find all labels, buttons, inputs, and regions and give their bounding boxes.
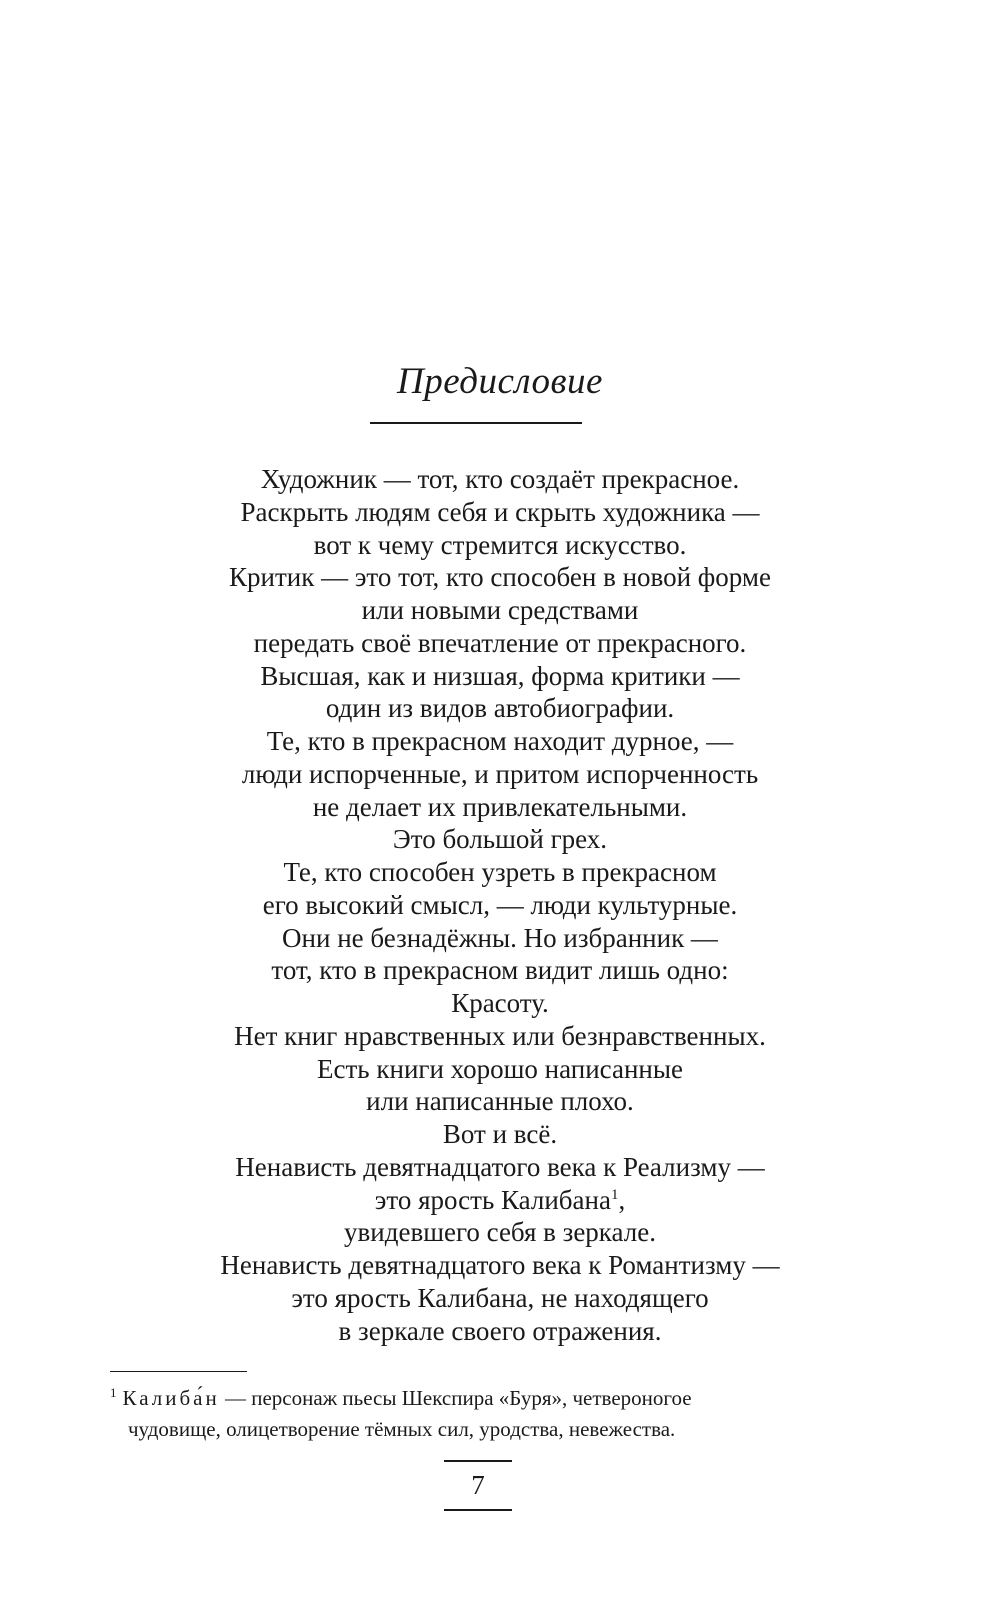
poem-line: Ненависть девятнадцатого века к Реализму — (235, 1151, 765, 1182)
poem-line: Высшая, как и низшая, форма критики — (260, 660, 740, 691)
poem-line: тот, кто в прекрасном видит лишь одно: (271, 955, 729, 986)
poem-line: это ярость Калибана, не находящего (291, 1282, 709, 1313)
poem-line-text: это ярость Калибана (374, 1184, 611, 1215)
poem-line: один из видов автобиографии. (325, 693, 675, 724)
poem-line: Это большой грех. (392, 824, 608, 855)
poem-line: Красоту. (451, 988, 549, 1018)
footnote-definition: — персонаж пьесы Шекспира «Буря», четвероногое (219, 1386, 692, 1410)
poem-line: Ненависть девятнадцатого века к Романтизму — (220, 1250, 780, 1280)
poem-line: Те, кто способен узреть в прекрасном (283, 857, 717, 887)
poem-line: Есть книги хорошо написанные (317, 1053, 683, 1084)
page-number: 7 (471, 1470, 485, 1500)
footnote-term: Калиба́н (122, 1386, 220, 1410)
page-number-rule-bottom (444, 1509, 512, 1511)
poem-line: или новыми средствами (361, 595, 639, 625)
poem-line: Художник — тот, кто создаёт прекрасное. (260, 464, 740, 494)
poem-line: передать своё впечатление от прекрасного. (253, 627, 747, 658)
poem-line: Те, кто в прекрасном находит дурное, — (266, 726, 734, 756)
poem-text (0, 463, 1000, 1347)
footnote-separator (110, 1371, 247, 1372)
page-number-rule-top (444, 1460, 512, 1462)
poem-line: вот к чему стремится искусство. (313, 529, 687, 560)
poem-line: Они не безнадёжны. Но избранник — (282, 922, 718, 953)
poem-line: его высокий смысл, — люди культурные. (262, 889, 738, 920)
poem-line: Критик — это тот, кто способен в новой форме (229, 562, 771, 593)
poem-line: в зеркале своего отражения. (338, 1315, 662, 1346)
footnote (110, 1383, 890, 1445)
footnote-marker: 1 (110, 1385, 117, 1400)
poem-line: не делает их привлекательными. (312, 791, 688, 822)
footnote-reference[interactable]: 1 (610, 1186, 619, 1203)
footnote-line-1 (110, 1383, 890, 1414)
poem-line-punctuation: , (618, 1184, 626, 1215)
footnote-line-2: чудовище, олицетворение тёмных сил, уродства, невежества. (128, 1417, 676, 1441)
chapter-title: Предисловие (397, 361, 603, 402)
title-underline (370, 422, 582, 424)
poem-line: увидевшего себя в зеркале. (344, 1217, 656, 1248)
poem-line: люди испорченные, и притом испорченность (241, 758, 759, 789)
poem-line-with-footnote (0, 1184, 1000, 1217)
poem-line: Раскрыть людям себя и скрыть художника — (240, 496, 760, 527)
poem-line: или написанные плохо. (366, 1086, 634, 1117)
poem-line: Нет книг нравственных или безнравственных. (234, 1020, 766, 1051)
poem-line: Вот и всё. (442, 1119, 558, 1149)
